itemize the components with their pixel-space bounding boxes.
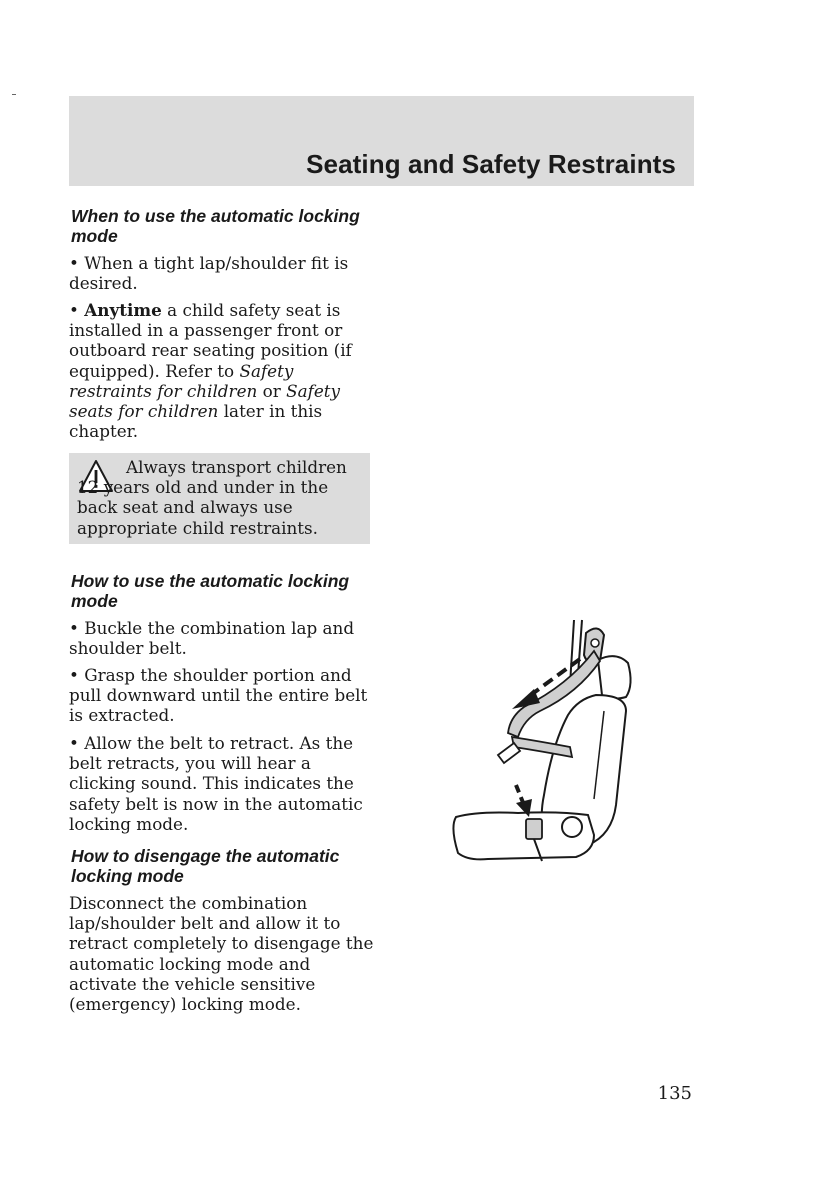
anytime-or: or [257, 380, 287, 401]
bullet-tight-fit-text: When a tight lap/shoulder fit is desired. [69, 253, 349, 294]
bullet-grasp: • Grasp the shoulder portion and pull downward until the entire belt is extracted. [69, 665, 368, 726]
bullet-anytime: • Anytime a child safety seat is installed in a passenger front or outboard rear seating position (if equipped). Refer to Safety restraints for children or Safety seats for children later in this chapter. [69, 300, 352, 442]
heading-disengage: How to disengage the automatic locking mode [71, 846, 340, 886]
anytime-text-a: a child safety seat is installed in a passenger front or outboard rear seating position (if equipped). Refer to [69, 300, 352, 381]
anytime-bold: Anytime [84, 300, 162, 320]
warning-box [69, 453, 370, 544]
seat-belt-illustration [448, 615, 638, 865]
bullet-tight-fit: • When a tight lap/shoulder fit is desired. [69, 253, 349, 294]
ref-safety-restraints: Safety restraints for children [69, 360, 294, 401]
warning-text: Always transport children 12 years old and under in the back seat and always use appropriate child restraints. [77, 457, 347, 538]
bullet-buckle: • Buckle the combination lap and shoulder belt. [69, 618, 355, 659]
bullet-retract: • Allow the belt to retract. As the belt retracts, you will hear a clicking sound. This indicates the safety belt is now in the automatic locking mode. [69, 733, 363, 834]
anytime-text-b: later in this chapter. [69, 401, 323, 442]
bullet-buckle-text: Buckle the combination lap and shoulder belt. [69, 618, 355, 659]
page-header [69, 96, 694, 186]
page-title: Seating and Safety Restraints [306, 149, 676, 179]
heading-when-to-use: When to use the automatic locking mode [71, 206, 360, 246]
page-number: 135 [657, 1083, 692, 1104]
disengage-body: Disconnect the combination lap/shoulder belt and allow it to retract completely to disengage the automatic locking mode and activate the vehicle sensitive (emergency) locking mode. [69, 893, 374, 1015]
bullet-retract-text: Allow the belt to retract. As the belt retracts, you will hear a clicking sound. This indicates the safety belt is now in the automatic locking mode. [69, 733, 363, 834]
registration-mark [12, 94, 16, 95]
heading-how-to-use: How to use the automatic locking mode [71, 571, 350, 611]
ref-safety-seats: Safety seats for children [69, 380, 340, 422]
bullet-grasp-text: Grasp the shoulder portion and pull downward until the entire belt is extracted. [69, 665, 368, 726]
